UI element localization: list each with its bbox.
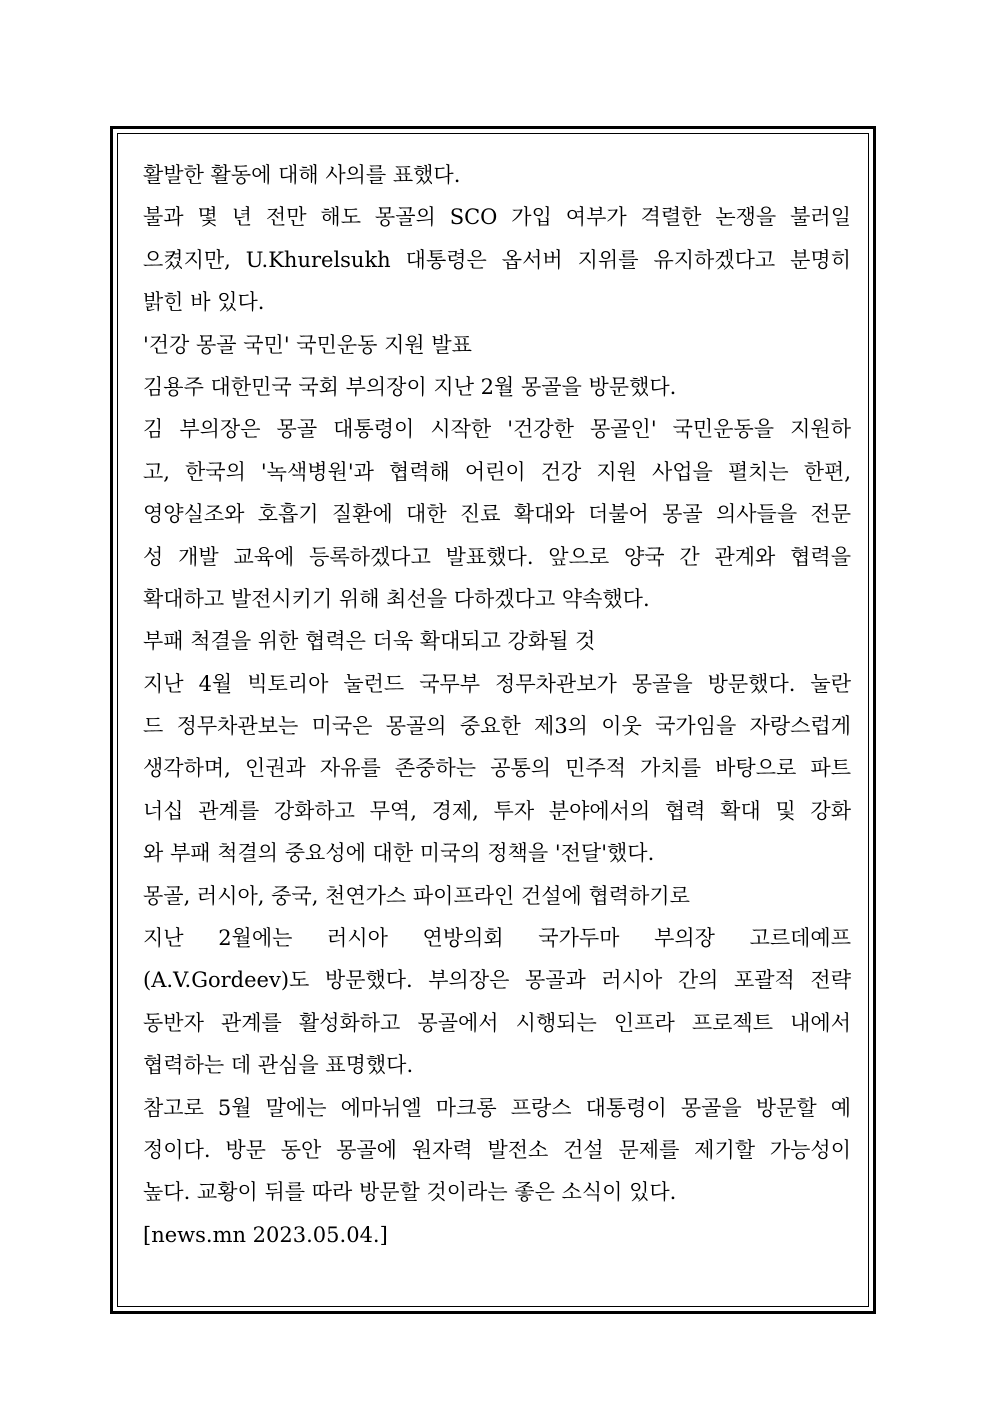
text-line: 지난 2월에는 러시아 연방의회 국가두마 부의장 고르데예프	[143, 926, 851, 951]
text-line: 으켰지만, U.Khurelsukh 대통령은 옵서버 지위를 유지하겠다고 분명히	[143, 247, 851, 272]
source-citation: [news.mn 2023.05.04.]	[143, 1222, 388, 1247]
text-line: 김용주 대한민국 국회 부의장이 지난 2월 몽골을 방문했다.	[143, 374, 677, 399]
text-line: 지난 4월 빅토리아 눌런드 국무부 정무차관보가 몽골을 방문했다. 눌란	[143, 671, 851, 696]
article-body	[143, 154, 851, 1256]
text-line: 영양실조와 호흡기 질환에 대한 진료 확대와 더불어 몽골 의사들을 전문	[143, 502, 851, 527]
text-line: 고, 한국의 '녹색병원'과 협력해 어린이 건강 지원 사업을 펼치는 한편,	[143, 459, 851, 484]
text-line: 김 부의장은 몽골 대통령이 시작한 '건강한 몽골인' 국민운동을 지원하	[143, 417, 851, 442]
text-line: 너십 관계를 강화하고 무역, 경제, 투자 분야에서의 협력 확대 및 강화	[143, 798, 851, 823]
text-line: 정이다. 방문 동안 몽골에 원자력 발전소 건설 문제를 제기할 가능성이	[143, 1137, 851, 1162]
section-heading: '건강 몽골 국민' 국민운동 지원 발표	[143, 332, 472, 357]
text-line: 협력하는 데 관심을 표명했다.	[143, 1053, 414, 1078]
text-line: 성 개발 교육에 등록하겠다고 발표했다. 앞으로 양국 간 관계와 협력을	[143, 544, 851, 569]
text-line: 생각하며, 인권과 자유를 존중하는 공통의 민주적 가치를 바탕으로 파트	[143, 756, 851, 781]
text-line: 확대하고 발전시키기 위해 최선을 다하겠다고 약속했다.	[143, 586, 650, 611]
text-line: 동반자 관계를 활성화하고 몽골에서 시행되는 인프라 프로젝트 내에서	[143, 1010, 851, 1035]
section-heading: 부패 척결을 위한 협력은 더욱 확대되고 강화될 것	[143, 629, 596, 654]
text-line: 높다. 교황이 뒤를 따라 방문할 것이라는 좋은 소식이 있다.	[143, 1180, 677, 1205]
section-heading: 몽골, 러시아, 중국, 천연가스 파이프라인 건설에 협력하기로	[143, 883, 690, 908]
text-line: 활발한 활동에 대해 사의를 표했다.	[143, 163, 461, 187]
text-line: 밝힌 바 있다.	[143, 290, 265, 315]
text-line: 참고로 5월 말에는 에마뉘엘 마크롱 프랑스 대통령이 몽골을 방문할 예	[143, 1095, 851, 1120]
text-line: 불과 몇 년 전만 해도 몽골의 SCO 가입 여부가 격렬한 논쟁을 불러일	[143, 205, 851, 230]
text-line: 드 정무차관보는 미국은 몽골의 중요한 제3의 이웃 국가임을 자랑스럽게	[143, 714, 851, 739]
text-line: (A.V.Gordeev)도 방문했다. 부의장은 몽골과 러시아 간의 포괄적 전략	[143, 968, 851, 993]
text-line: 와 부패 척결의 중요성에 대한 미국의 정책을 '전달'했다.	[143, 841, 655, 866]
